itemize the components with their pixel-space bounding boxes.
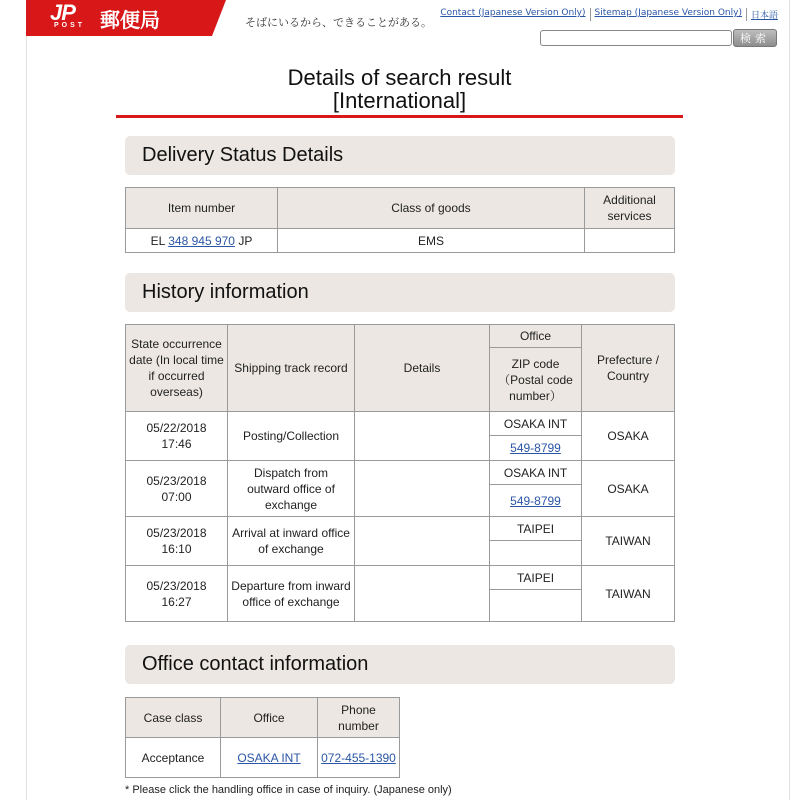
prefecture-cell: OSAKA bbox=[582, 461, 675, 517]
table-row bbox=[126, 738, 400, 778]
date-cell: 05/22/2018 17:46 bbox=[126, 412, 228, 461]
date-cell: 05/23/2018 16:27 bbox=[126, 566, 228, 622]
col-header-zip: ZIP code（Postal code number） bbox=[490, 348, 582, 412]
logo-jp-mark: JP bbox=[50, 0, 75, 25]
zip-link[interactable]: 549-8799 bbox=[510, 493, 561, 508]
zip-cell bbox=[490, 541, 582, 566]
col-header-item-number: Item number bbox=[126, 188, 278, 229]
record-cell: Departure from inward office of exchange bbox=[228, 566, 355, 622]
office-cell bbox=[221, 738, 318, 778]
logo-post-text: POST bbox=[54, 22, 86, 29]
page-title bbox=[116, 66, 683, 112]
office-cell: TAIPEI bbox=[490, 566, 582, 590]
col-header-shipping-record: Shipping track record bbox=[228, 325, 355, 412]
history-table bbox=[125, 324, 675, 622]
additional-services-cell bbox=[585, 229, 675, 253]
office-link[interactable]: OSAKA INT bbox=[237, 750, 301, 765]
delivery-status-table bbox=[125, 187, 675, 253]
col-header-additional-services: Additional services bbox=[585, 188, 675, 229]
class-of-goods-cell: EMS bbox=[278, 229, 585, 253]
col-header-details: Details bbox=[355, 325, 490, 412]
col-header-office: Office bbox=[221, 698, 318, 738]
phone-link[interactable]: 072-455-1390 bbox=[321, 750, 396, 765]
col-header-date: State occurrence date (In local time if occurred overseas) bbox=[126, 325, 228, 412]
record-cell: Posting/Collection bbox=[228, 412, 355, 461]
case-class-cell: Acceptance bbox=[126, 738, 221, 778]
date-cell: 05/23/2018 07:00 bbox=[126, 461, 228, 517]
sitemap-link[interactable]: Sitemap (Japanese Version Only) bbox=[591, 8, 747, 21]
header-links bbox=[436, 8, 778, 21]
history-heading: History information bbox=[125, 273, 675, 312]
tagline: そばにいるから、できることがある。 bbox=[245, 16, 432, 29]
inquiry-note: * Please click the handling office in case of inquiry. (Japanese only) bbox=[125, 784, 452, 796]
office-contact-heading: Office contact information bbox=[125, 645, 675, 684]
contact-link[interactable]: Contact (Japanese Version Only) bbox=[436, 8, 590, 21]
record-cell: Dispatch from outward office of exchange bbox=[228, 461, 355, 517]
search-input[interactable] bbox=[540, 30, 732, 46]
table-row bbox=[126, 517, 675, 541]
delivery-status-heading: Delivery Status Details bbox=[125, 136, 675, 175]
zip-cell bbox=[490, 590, 582, 622]
item-suffix: JP bbox=[238, 233, 253, 248]
title-divider bbox=[116, 115, 683, 118]
table-row bbox=[126, 412, 675, 436]
japanese-link[interactable]: 日本語 bbox=[750, 11, 778, 21]
col-header-office: Office bbox=[490, 325, 582, 348]
table-row bbox=[126, 461, 675, 485]
col-header-phone: Phone number bbox=[318, 698, 400, 738]
office-cell: TAIPEI bbox=[490, 517, 582, 541]
item-number-link[interactable]: 348 945 970 bbox=[168, 233, 235, 248]
col-header-prefecture: Prefecture / Country bbox=[582, 325, 675, 412]
details-cell bbox=[355, 412, 490, 461]
page-title-line2: [International] bbox=[332, 88, 467, 113]
details-cell bbox=[355, 566, 490, 622]
prefecture-cell: TAIWAN bbox=[582, 566, 675, 622]
zip-cell bbox=[490, 436, 582, 461]
col-header-case-class: Case class bbox=[126, 698, 221, 738]
zip-link[interactable]: 549-8799 bbox=[510, 441, 561, 455]
office-cell: OSAKA INT bbox=[490, 461, 582, 485]
item-number-cell bbox=[126, 229, 278, 253]
office-cell: OSAKA INT bbox=[490, 412, 582, 436]
prefecture-cell: OSAKA bbox=[582, 412, 675, 461]
details-cell bbox=[355, 461, 490, 517]
logo-name-text: 郵便局 bbox=[100, 8, 160, 32]
record-cell: Arrival at inward office of exchange bbox=[228, 517, 355, 566]
prefecture-cell: TAIWAN bbox=[582, 517, 675, 566]
search-button[interactable]: 検索 bbox=[733, 29, 777, 47]
office-contact-table bbox=[125, 697, 400, 778]
zip-cell bbox=[490, 485, 582, 517]
col-header-class-of-goods: Class of goods bbox=[278, 188, 585, 229]
phone-cell bbox=[318, 738, 400, 778]
date-cell: 05/23/2018 16:10 bbox=[126, 517, 228, 566]
details-cell bbox=[355, 517, 490, 566]
page-title-line1: Details of search result bbox=[287, 65, 512, 90]
item-prefix: EL bbox=[150, 233, 165, 248]
table-row bbox=[126, 566, 675, 590]
